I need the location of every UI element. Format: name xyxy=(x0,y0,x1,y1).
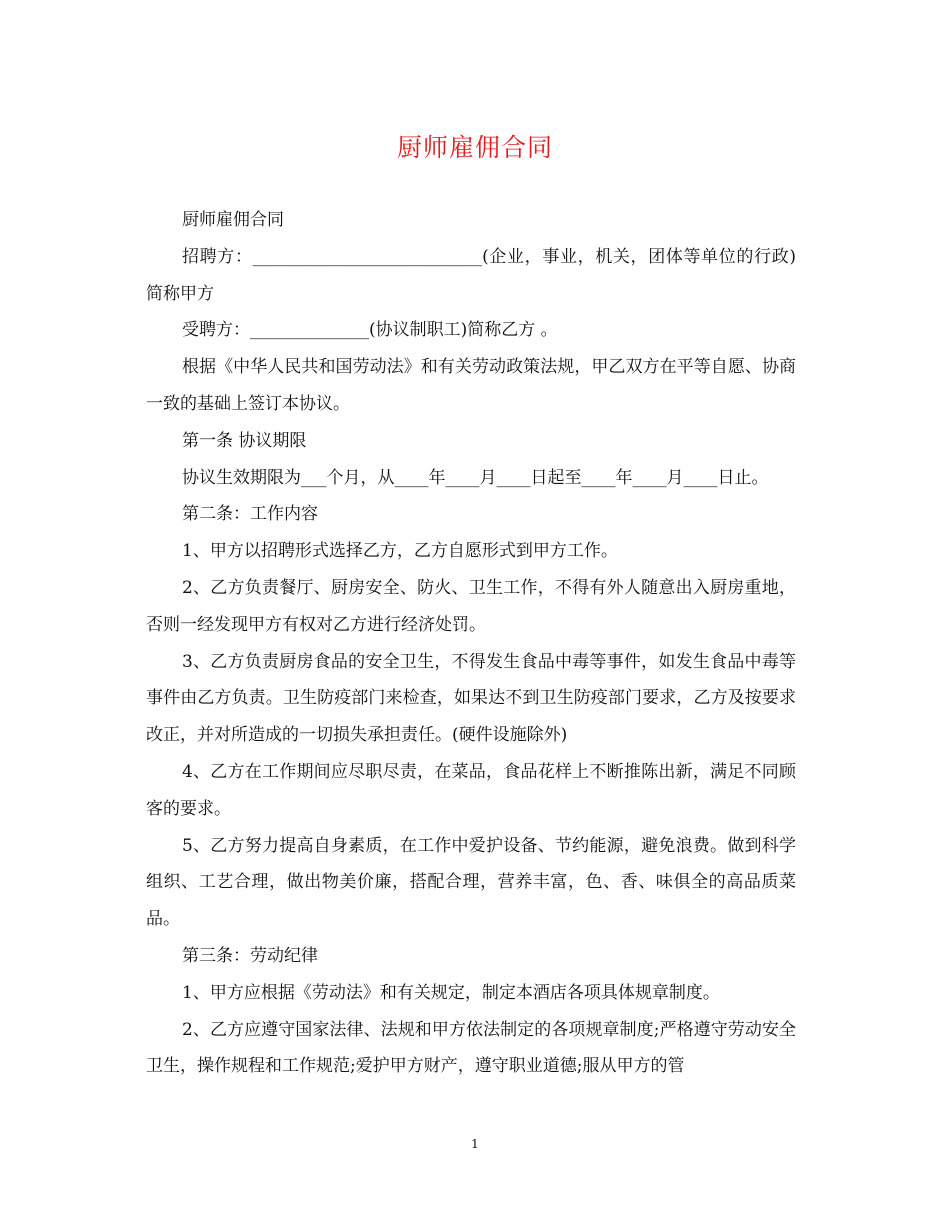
paragraph: 1、甲方以招聘形式选择乙方，乙方自愿形式到甲方工作。 xyxy=(182,541,618,562)
paragraph: 1、甲方应根据《劳动法》和有关规定，制定本酒店各项具体规章制度。 xyxy=(182,982,720,1003)
paragraph: 第三条：劳动纪律 xyxy=(182,945,318,966)
paragraph: 厨师雇佣合同 xyxy=(182,210,284,230)
paragraph: 根据《中华人民共和国劳动法》和有关劳动政策法规，甲乙双方在平等自愿、协商一致的基础上签订本协议。 xyxy=(146,357,796,414)
paragraph: 2、乙方应遵守国家法律、法规和甲方依法制定的各项规章制度;严格遵守劳动安全卫生，操作规程和工作规范;爱护甲方财产，遵守职业道德;服从甲方的管 xyxy=(146,1019,796,1077)
document-body xyxy=(146,202,796,1085)
paragraph: 5、乙方努力提高自身素质，在工作中爱护设备、节约能源，避免浪费。做到科学组织、工艺合理，做出物美价廉，搭配合理，营养丰富，色、香、味俱全的高品质菜品。 xyxy=(146,835,796,930)
paragraph: 2、乙方负责餐厅、厨房安全、防火、卫生工作，不得有外人随意出入厨房重地，否则一经发现甲方有权对乙方进行经济处罚。 xyxy=(146,577,796,635)
document-title: 厨师雇佣合同 xyxy=(396,133,553,162)
paragraph: 受聘方：______________(协议制职工)简称乙方 。 xyxy=(182,320,558,341)
paragraph: 第一条 协议期限 xyxy=(182,430,307,451)
paragraph: 4、乙方在工作期间应尽职尽责，在菜品，食品花样上不断推陈出新，满足不同顾客的要求。 xyxy=(146,761,796,819)
paragraph: 招聘方：___________________________(企业，事业，机关，团体等单位的行政)简称甲方 xyxy=(146,246,796,304)
paragraph: 3、乙方负责厨房食品的安全卫生，不得发生食品中毒等事件，如发生食品中毒等事件由乙方负责。卫生防疫部门来检查，如果达不到卫生防疫部门要求，乙方及按要求改正，并对所造成的一切损失承担责任。(硬件设施除外) xyxy=(146,651,796,746)
page-number: 1 xyxy=(471,1137,479,1151)
paragraph: 协议生效期限为___个月，从____年____月____日起至____年____月____日止。 xyxy=(182,467,769,488)
paragraph: 第二条：工作内容 xyxy=(182,504,318,525)
